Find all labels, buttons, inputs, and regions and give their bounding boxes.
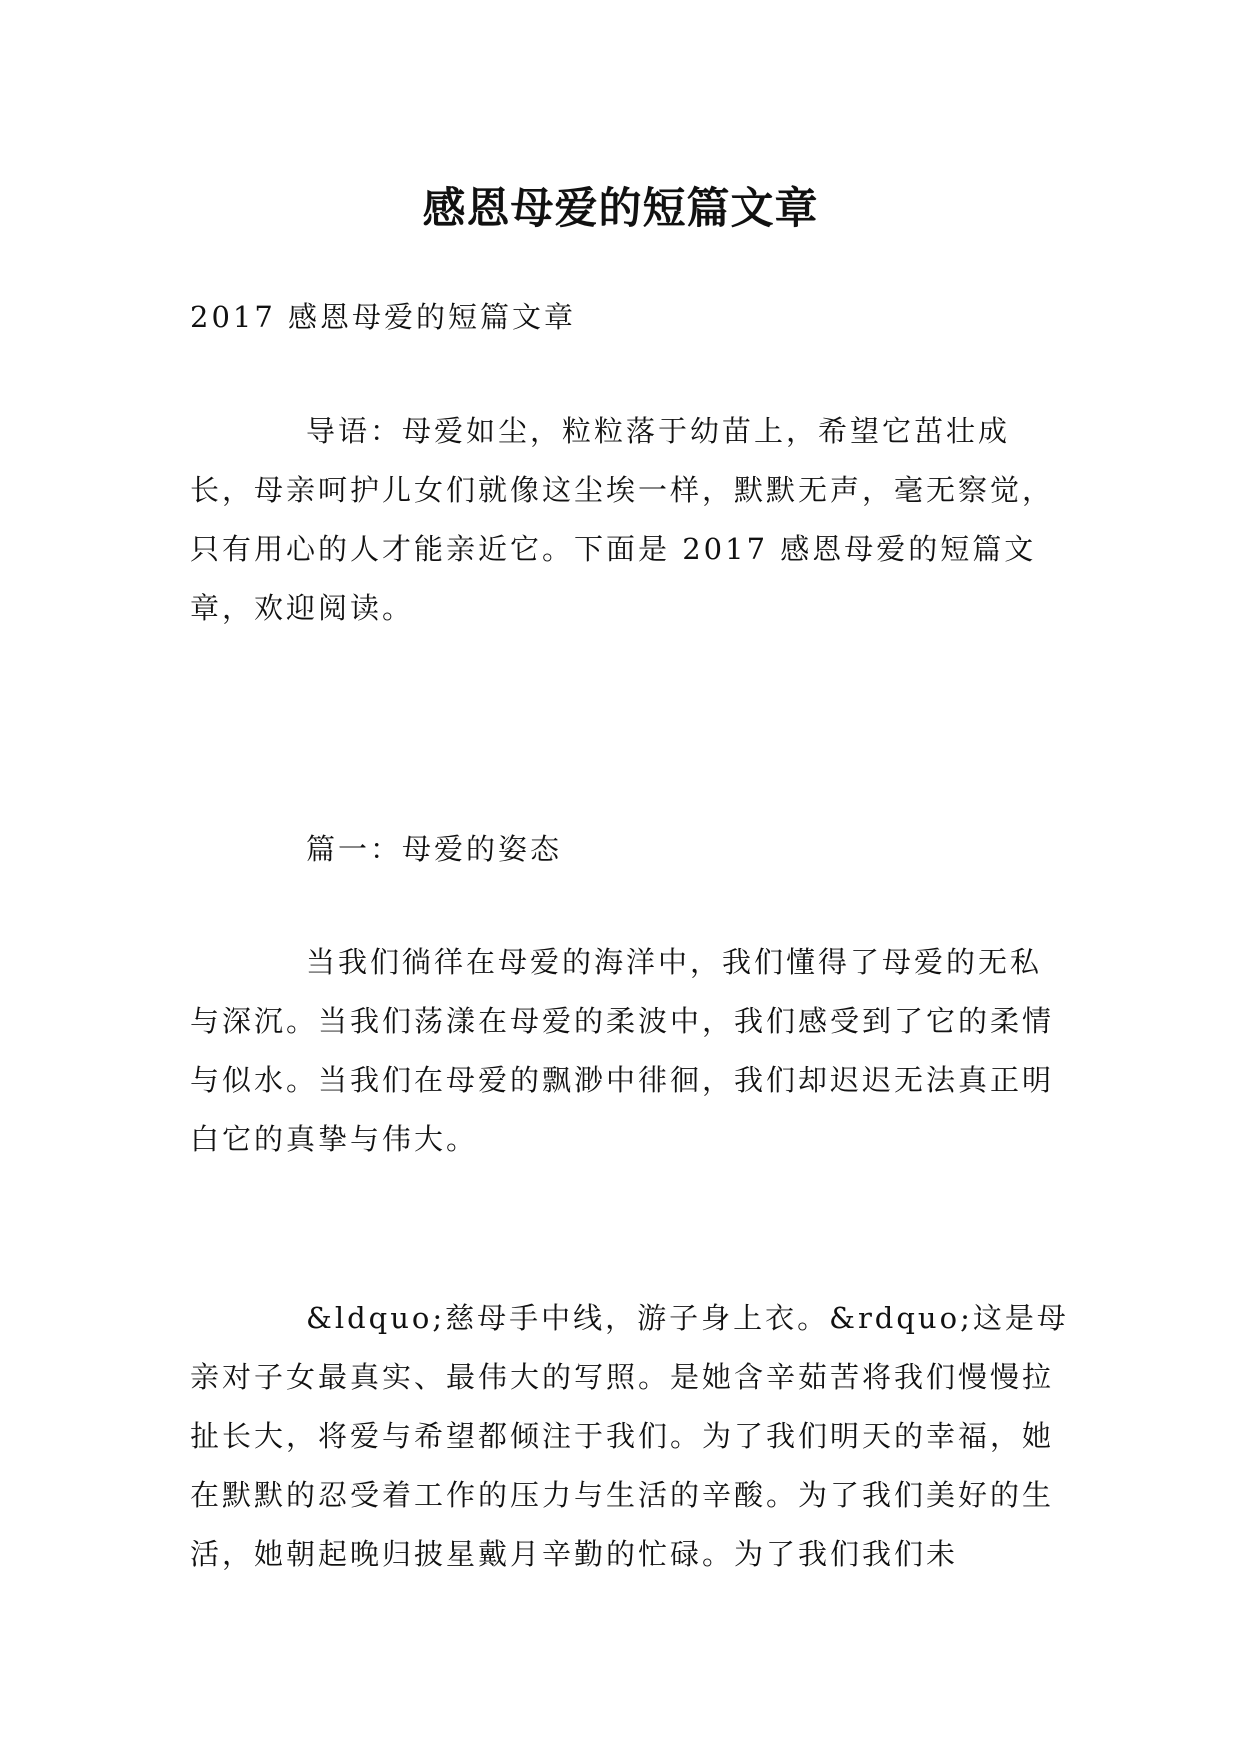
intro-paragraph: 导语：母爱如尘，粒粒落于幼苗上，希望它茁壮成长，母亲呵护儿女们就像这尘埃一样，默默无声，毫无察觉，只有用心的人才能亲近它。下面是 2017 感恩母爱的短篇文章，欢迎阅读。 (190, 414, 1055, 625)
document-subtitle: 2017 感恩母爱的短篇文章 (190, 300, 577, 334)
document-title: 感恩母爱的短篇文章 (422, 183, 819, 234)
section-heading: 篇一：母爱的姿态 (306, 832, 563, 866)
body-paragraph: &ldquo;慈母手中线，游子身上衣。&rdquo;这是母亲对子女最真实、最伟大的写照。是她含辛茹苦将我们慢慢拉扯长大，将爱与希望都倾注于我们。为了我们明天的幸福，她在默默的忍受着工作的压力与生活的辛酸。为了我们美好的生活，她朝起晚归披星戴月辛勤的忙碌。为了我们我们未 (190, 1301, 1069, 1571)
body-paragraph: 当我们徜徉在母爱的海洋中，我们懂得了母爱的无私与深沉。当我们荡漾在母爱的柔波中，我们感受到了它的柔情与似水。当我们在母爱的飘渺中徘徊，我们却迟迟无法真正明白它的真挚与伟大。 (190, 945, 1055, 1156)
